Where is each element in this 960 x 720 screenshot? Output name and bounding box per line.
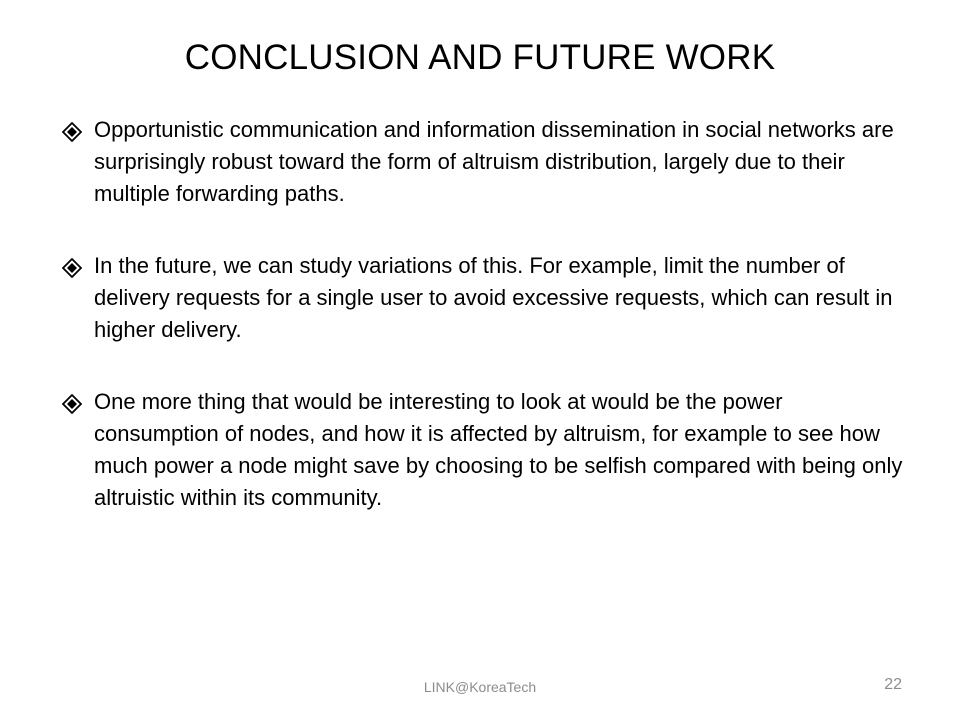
bullet-text: In the future, we can study variations of this. For example, limit the number of delivery requests for a single user to avoid excessive requests, which can result in higher delivery.	[94, 253, 893, 342]
diamond-bullet-icon	[62, 394, 82, 414]
bullet-item	[58, 386, 908, 514]
bullet-text: Opportunistic communication and information dissemination in social networks are surprisingly robust toward the form of altruism distribution, largely due to their multiple forwarding paths.	[94, 117, 894, 206]
diamond-bullet-icon	[62, 122, 82, 142]
slide-title: CONCLUSION AND FUTURE WORK	[184, 38, 776, 77]
bullet-text: One more thing that would be interesting to look at would be the power consumption of nodes, and how it is affected by altruism, for example to see how much power a node might save by choosing to be selfish compared with being only altruistic within its community.	[94, 389, 903, 510]
bullet-item	[58, 114, 908, 210]
bullet-list	[58, 114, 908, 554]
footer-text: LINK@KoreaTech	[423, 679, 537, 695]
page-number: 22	[884, 676, 902, 693]
diamond-bullet-icon	[62, 258, 82, 278]
bullet-item	[58, 250, 908, 346]
